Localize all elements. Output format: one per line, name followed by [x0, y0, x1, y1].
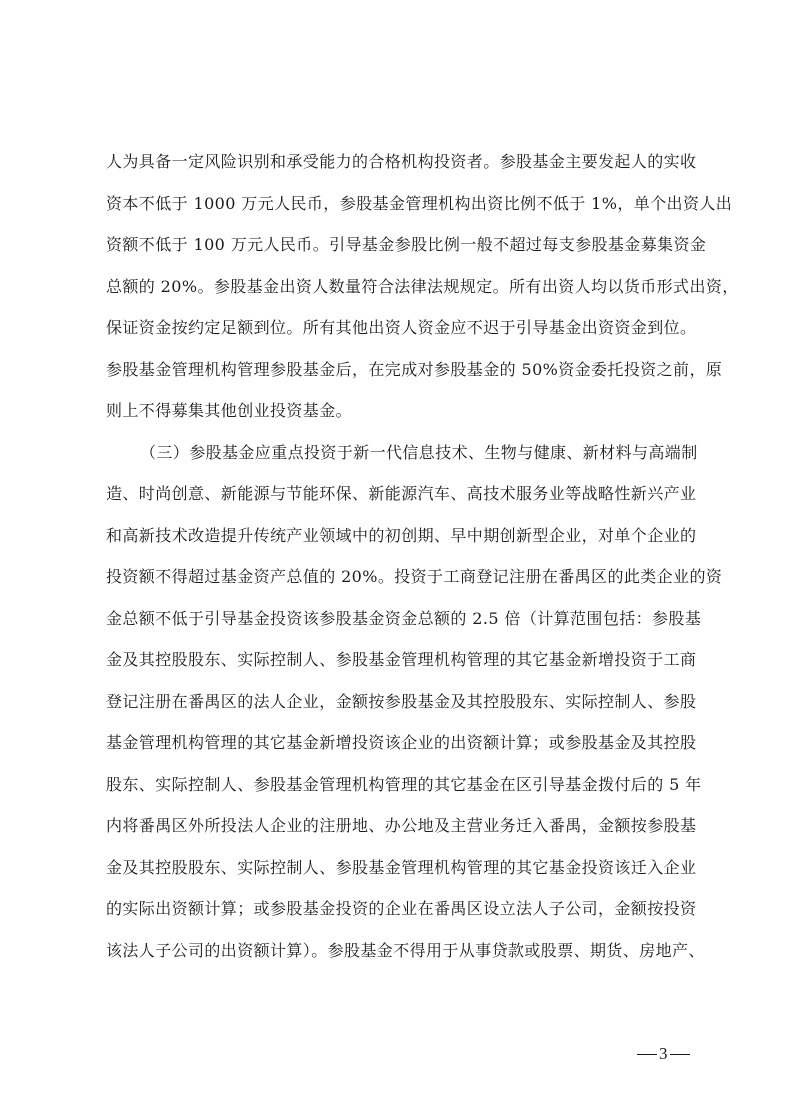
- text-line: 金及其控股股东、实际控制人、参股基金管理机构管理的其它基金新增投资于工商: [106, 650, 697, 669]
- text-line: 和高新技术改造提升传统产业领域中的初创期、早中期创新型企业，对单个企业的: [106, 525, 697, 545]
- section-heading-line: （三）参股基金应重点投资于新一代信息技术、生物与健康、新材料与高端制: [140, 442, 698, 462]
- text-line: 资额不低于 100 万元人民币。引导基金参股比例一般不超过每支参股基金募集资金: [106, 235, 707, 254]
- dash-right: [670, 1054, 690, 1055]
- text-line: 基金管理机构管理的其它基金新增投资该企业的出资额计算；或参股基金及其控股: [106, 733, 697, 752]
- page-number: [637, 1044, 690, 1064]
- text-line: 投资额不得超过基金资产总值的 20%。投资于工商登记注册在番禺区的此类企业的资: [106, 567, 723, 586]
- document-body: [106, 150, 739, 980]
- page-number-value: 3: [659, 1044, 668, 1063]
- text-line: 参股基金管理机构管理参股基金后，在完成对参股基金的 50%资金委托投资之前，原: [106, 359, 723, 379]
- text-line: 金及其控股股东、实际控制人、参股基金管理机构管理的其它基金投资该迁入企业: [106, 857, 697, 877]
- text-line: 股东、实际控制人、参股基金管理机构管理的其它基金在区引导基金拨付后的 5 年: [106, 774, 702, 794]
- text-line: 总额的 20%。参股基金出资人数量符合法律法规规定。所有出资人均以货币形式出资，: [106, 276, 739, 296]
- text-line: 保证资金按约定足额到位。所有其他出资人资金应不迟于引导基金出资资金到位。: [106, 318, 697, 337]
- text-line: 的实际出资额计算；或参股基金投资的企业在番禺区设立法人子公司，金额按投资: [106, 899, 697, 918]
- text-line: 金总额不低于引导基金投资该参股基金资金总额的 2.5 倍（计算范围包括：参股基: [106, 608, 702, 628]
- dash-left: [637, 1054, 657, 1055]
- text-line: 资本不低于 1000 万元人民币，参股基金管理机构出资比例不低于 1%，单个出资人出: [106, 193, 733, 213]
- text-line: 人为具备一定风险识别和承受能力的合格机构投资者。参股基金主要发起人的实收: [106, 152, 697, 171]
- text-line: 则上不得募集其他创业投资基金。: [106, 401, 353, 420]
- text-line: 造、时尚创意、新能源与节能环保、新能源汽车、高技术服务业等战略性新兴产业: [106, 484, 697, 503]
- text-line: 内将番禺区外所投法人企业的注册地、办公地及主营业务迁入番禺，金额按参股基: [106, 816, 697, 835]
- text-line: 该法人子公司的出资额计算）。参股基金不得用于从事贷款或股票、期货、房地产、: [106, 940, 705, 960]
- text-line: 登记注册在番禺区的法人企业，金额按参股基金及其控股股东、实际控制人、参股: [106, 691, 697, 711]
